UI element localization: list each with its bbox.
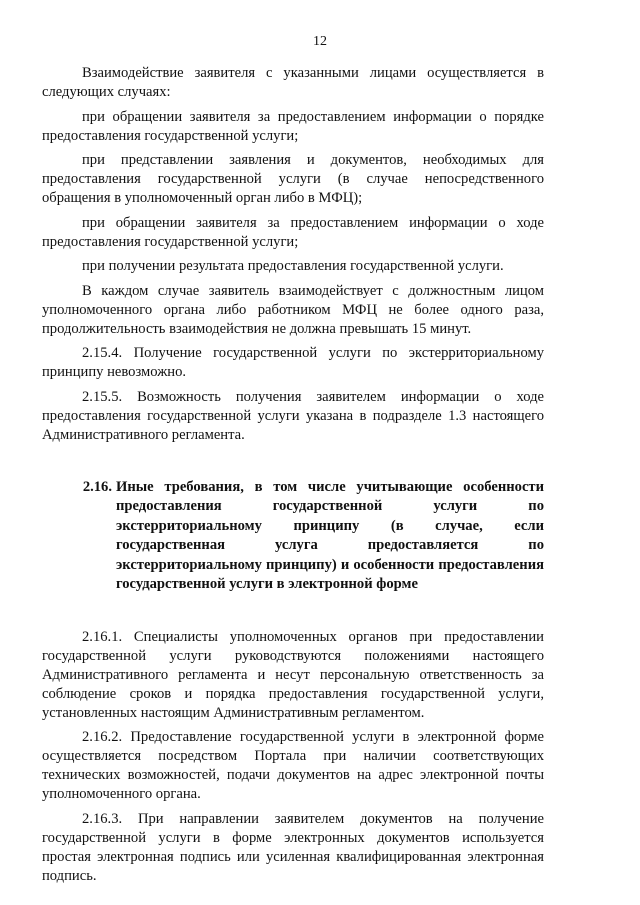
paragraph-case-info-order: при обращении заявителя за предоставлением информации о порядке предоставления государственной услуги; xyxy=(42,108,544,144)
paragraph-case-result: при получении результата предоставления государственной услуги. xyxy=(82,258,504,274)
section-heading-number: 2.16. xyxy=(82,478,112,495)
paragraph-2-16-3: 2.16.3. При направлении заявителем документов на получение государственной услуги в форме электронных документов используется простая электронная подпись или усиленная квалифицированная электронная подпись. xyxy=(42,810,544,884)
section-heading-text: Иные требования, в том числе учитывающие особенности предоставления государственной услуги по экстерриториальному принципу (в случае, если государственная услуга предоставляется по экстерриториальному принципу) и особенности предоставления государственной услуги в электронной форме xyxy=(116,478,544,592)
paragraph-case-info-progress: при обращении заявителя за предоставлением информации о ходе предоставления государственной услуги; xyxy=(42,214,544,250)
paragraph-2-16-2: 2.16.2. Предоставление государственной услуги в электронной форме осуществляется посредством Портала при наличии соответствующих технических возможностей, подачи документов на адрес электронной почты уполномоченного органа. xyxy=(42,729,544,802)
page-number: 12 xyxy=(313,34,327,49)
paragraph-interaction-cases: Взаимодействие заявителя с указанными лицами осуществляется в следующих случаях: xyxy=(42,65,544,100)
document-body xyxy=(42,64,544,891)
paragraph-2-16-1: 2.16.1. Специалисты уполномоченных органов при предоставлении государственной услуги руководствуются положениями настоящего Административного регламента и несут персональную ответственность за соблюдение сроков и порядка предоставления государственной услуги, установленных настоящим Административным регламентом. xyxy=(42,628,544,721)
paragraph-2-15-5: 2.15.5. Возможность получения заявителем информации о ходе предоставления государственной услуги указана в подразделе 1.3 настоящего Административного регламента. xyxy=(42,388,544,443)
section-heading-2-16 xyxy=(42,478,544,595)
paragraph-interaction-limit: В каждом случае заявитель взаимодействует с должностным лицом уполномоченного органа либо работником МФЦ не более одного раза, продолжительность взаимодействия не должна превышать 15 минут. xyxy=(42,282,544,337)
paragraph-2-15-4: 2.15.4. Получение государственной услуги по экстерриториальному принципу невозможно. xyxy=(42,345,544,380)
paragraph-case-submission: при представлении заявления и документов, необходимых для предоставления государственной услуги (в случае непосредственного обращения в уполномоченный орган либо в МФЦ); xyxy=(42,152,544,206)
